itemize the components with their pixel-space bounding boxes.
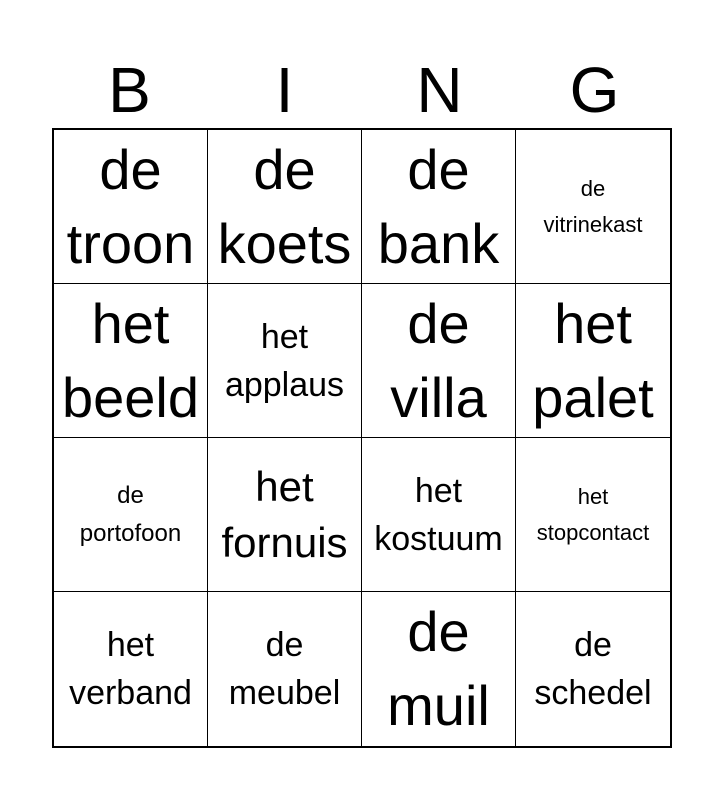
header-letter-g: G (569, 54, 620, 126)
cell-word: applaus (224, 365, 345, 404)
bingo-cell[interactable] (208, 592, 362, 746)
cell-word: schedel (534, 674, 652, 712)
bingo-header (52, 52, 672, 128)
bingo-cell[interactable] (516, 130, 670, 284)
bingo-cell[interactable] (54, 284, 208, 438)
cell-article: het (260, 317, 309, 356)
cell-word: portofoon (79, 519, 182, 547)
cell-article: het (91, 291, 170, 355)
cell-article: de (407, 600, 470, 663)
cell-article: het (255, 462, 314, 510)
cell-article: het (414, 471, 463, 510)
bingo-cell[interactable] (362, 284, 516, 438)
header-letter-n: N (416, 54, 463, 126)
cell-word: meubel (228, 674, 341, 712)
bingo-cell[interactable] (516, 284, 670, 438)
bingo-cell[interactable] (362, 438, 516, 592)
cell-word: kostuum (374, 519, 503, 558)
bingo-cell[interactable] (54, 592, 208, 746)
bingo-cell[interactable] (54, 130, 208, 284)
cell-word: stopcontact (536, 519, 650, 545)
cell-word: troon (66, 211, 195, 275)
cell-article: de (99, 137, 162, 201)
cell-article: de (407, 137, 470, 201)
cell-word: koets (217, 211, 352, 275)
cell-word: fornuis (221, 518, 348, 566)
cell-article: de (265, 626, 304, 664)
bingo-cell[interactable] (54, 438, 208, 592)
cell-article: de (253, 137, 316, 201)
cell-word: vitrinekast (543, 211, 643, 237)
cell-word: verband (69, 674, 192, 712)
cell-word: beeld (61, 365, 200, 429)
bingo-cell[interactable] (208, 130, 362, 284)
bingo-cell[interactable] (208, 438, 362, 592)
cell-word: bank (377, 211, 500, 275)
cell-article: het (577, 483, 609, 509)
cell-article: de (580, 175, 606, 201)
cell-article: het (106, 626, 155, 664)
bingo-cell[interactable] (516, 438, 670, 592)
cell-word: villa (390, 365, 487, 429)
cell-article: de (574, 626, 612, 664)
bingo-cell[interactable] (362, 592, 516, 746)
bingo-cell[interactable] (362, 130, 516, 284)
bingo-cell[interactable] (516, 592, 670, 746)
cell-word: muil (387, 674, 490, 737)
bingo-board (52, 128, 672, 748)
cell-article: het (554, 291, 632, 355)
cell-article: de (407, 291, 470, 355)
header-letter-b: B (108, 54, 151, 126)
bingo-cell[interactable] (208, 284, 362, 438)
cell-article: de (117, 481, 144, 509)
header-letter-i: I (275, 54, 294, 126)
cell-word: palet (532, 365, 654, 429)
